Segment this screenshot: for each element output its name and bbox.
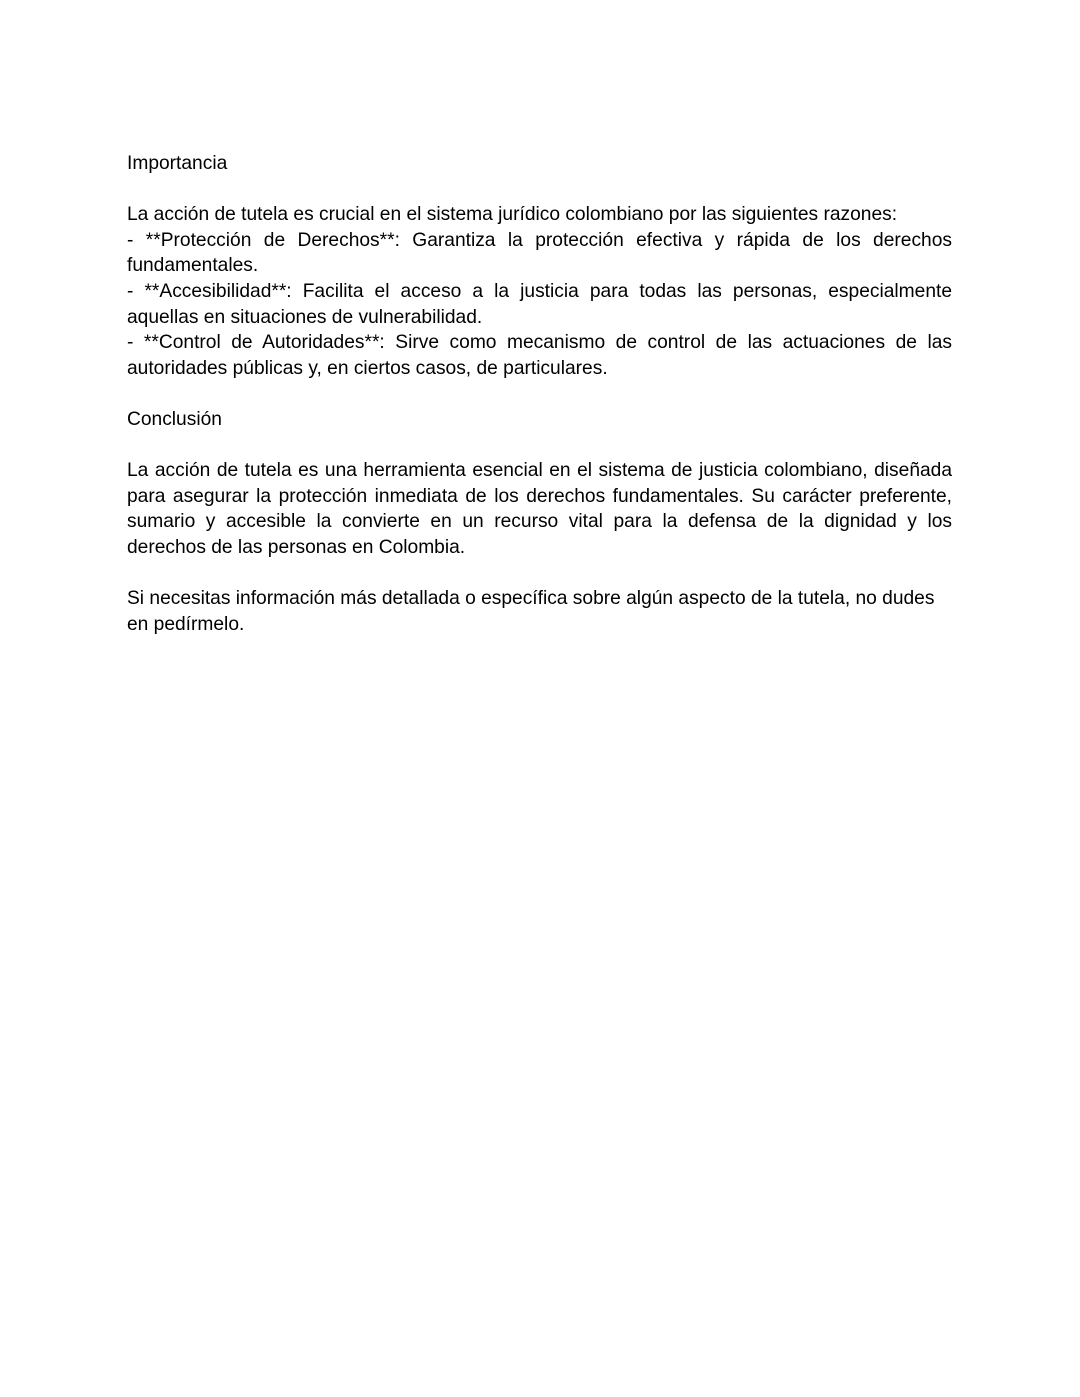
list-item-proteccion: - **Protección de Derechos**: Garantiza la protección efectiva y rápida de los derechos fundamentales. [127, 229, 952, 277]
closing-note: Si necesitas información más detallada o específica sobre algún aspecto de la tutela, no dudes en pedírmelo. [127, 588, 935, 635]
importancia-block [127, 202, 952, 381]
conclusion-body: La acción de tutela es una herramienta esencial en el sistema de justicia colombiano, diseñada para asegurar la protección inmediata de los derechos fundamentales. Su carácter preferente, sumario y accesible la convierte en un recurso vital para la defensa de la dignidad y los derechos de las personas en Colombia. [127, 460, 952, 558]
document-page [127, 151, 952, 663]
importancia-intro: La acción de tutela es crucial en el sistema jurídico colombiano por las siguientes razones: [127, 204, 898, 226]
heading-importancia: Importancia [127, 153, 228, 174]
heading-conclusion: Conclusión [127, 408, 222, 430]
list-item-control: - **Control de Autoridades**: Sirve como mecanismo de control de las actuaciones de las autoridades públicas y, en ciertos casos, de particulares. [127, 332, 952, 379]
list-item-accesibilidad: - **Accesibilidad**: Facilita el acceso a la justicia para todas las personas, especialmente aquellas en situaciones de vulnerabilidad. [127, 280, 952, 328]
